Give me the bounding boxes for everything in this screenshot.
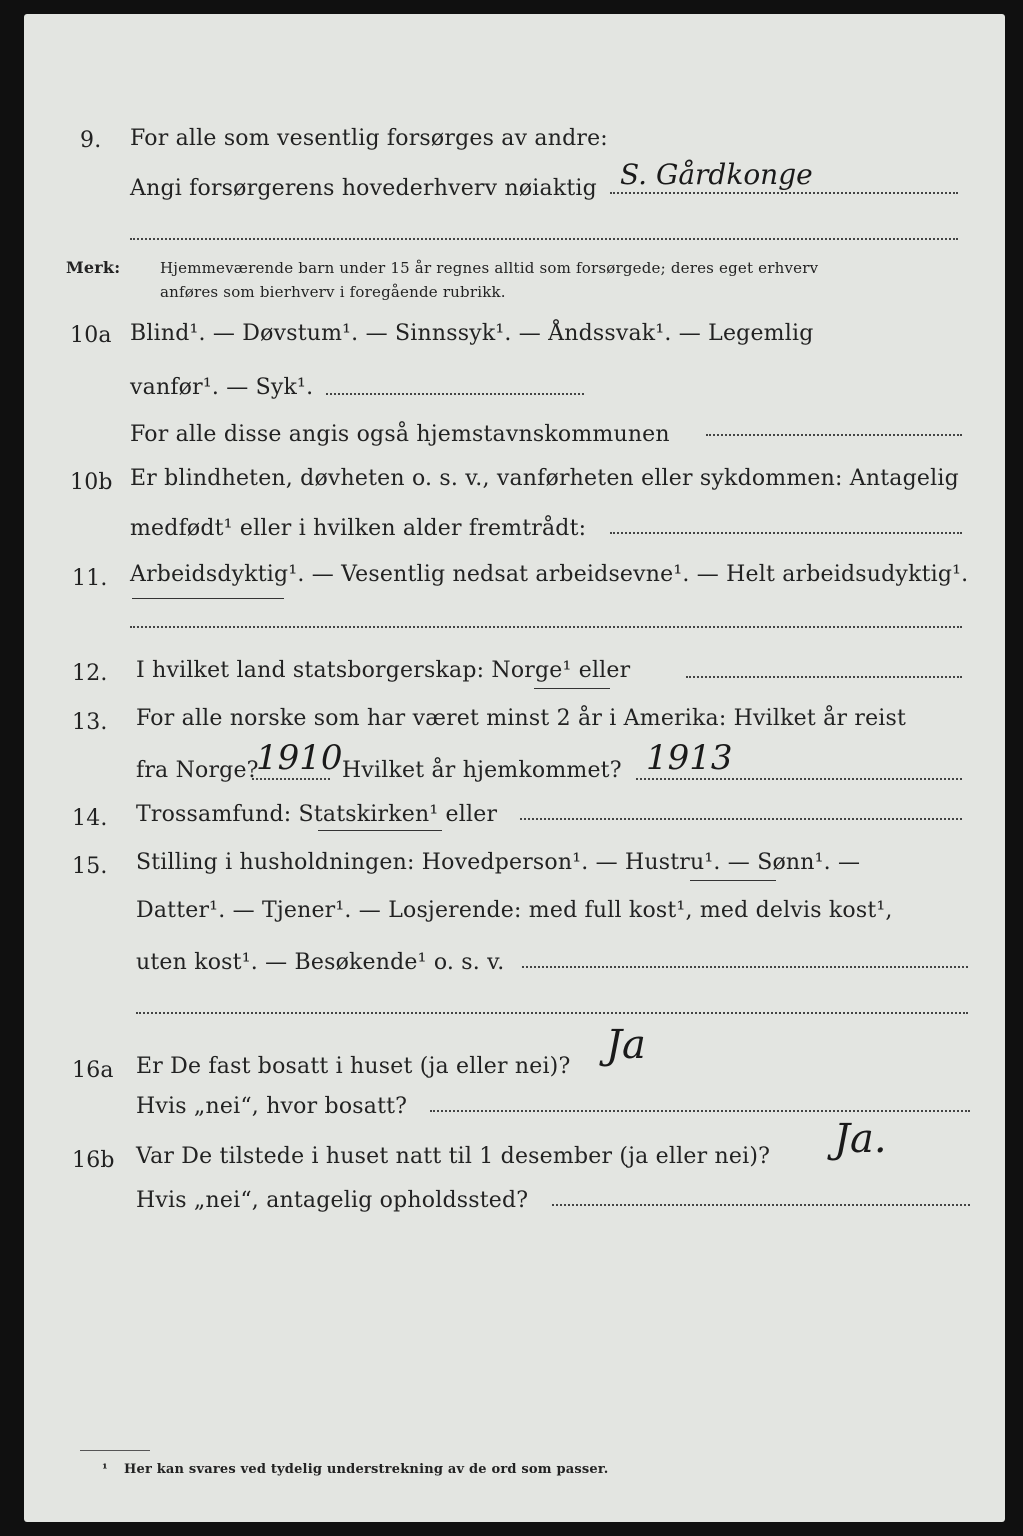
q9-extra-line — [130, 238, 958, 240]
q14-number: 14. — [72, 806, 108, 831]
q10a-kommune-line — [706, 434, 962, 436]
q15-line1: Stilling i husholdningen: Hovedperson¹. — Hustru¹. — Sønn¹. — — [136, 850, 861, 875]
q16a-line2: Hvis „nei“, hvor bosatt? — [136, 1094, 408, 1119]
q10b-line2: medfødt¹ eller i hvilken alder fremtrådt: — [130, 516, 587, 541]
q15-number: 15. — [72, 854, 108, 879]
q10a-line3: For alle disse angis også hjemstavnskommunen — [130, 422, 670, 447]
merk-line2: anføres som bierhverv i foregående rubrikk. — [160, 283, 506, 301]
q9-line2: Angi forsørgerens hovederhverv nøiaktig — [130, 176, 597, 201]
q16a-number: 16a — [72, 1058, 114, 1083]
q11-number: 11. — [72, 566, 108, 591]
q9-line1: For alle som vesentlig forsørges av andre: — [130, 126, 608, 151]
q16b-line2: Hvis „nei“, antagelig opholdssted? — [136, 1188, 529, 1213]
q12-underline-norge — [534, 688, 610, 689]
q13-answer-reist: 1910 — [256, 738, 343, 778]
q16a-answer: Ja — [606, 1022, 646, 1068]
q10a-line2: vanfør¹. — Syk¹. — [130, 375, 314, 400]
q9-answer: S. Gårdkonge — [620, 158, 813, 191]
footnote-rule — [80, 1450, 150, 1451]
q16a-bosatt-line — [430, 1110, 970, 1112]
q9-answer-line — [610, 192, 958, 194]
q13-line2a: fra Norge? — [136, 758, 259, 783]
q16b-opholdssted-line — [552, 1204, 970, 1206]
q14-underline-statskirken — [318, 830, 442, 831]
q15-line2: Datter¹. — Tjener¹. — Losjerende: med full kost¹, med delvis kost¹, — [136, 898, 893, 923]
q11-underline-arbeidsdyktig — [132, 598, 284, 599]
q10b-number: 10b — [70, 470, 113, 495]
footnote-text: Her kan svares ved tydelig understrekning av de ord som passer. — [124, 1462, 609, 1477]
q10a-number: 10a — [70, 323, 112, 348]
merk-line1: Hjemmeværende barn under 15 år regnes alltid som forsørgede; deres eget erhverv — [160, 259, 819, 277]
q16b-number: 16b — [72, 1148, 115, 1173]
q13-hjem-line — [636, 778, 962, 780]
q12-line1: I hvilket land statsborgerskap: Norge¹ eller — [136, 658, 631, 683]
merk-label: Merk: — [66, 258, 121, 277]
q13-line1: For alle norske som har været minst 2 år i Amerika: Hvilket år reist — [136, 706, 907, 731]
q11-line1: Arbeidsdyktig¹. — Vesentlig nedsat arbeidsevne¹. — Helt arbeidsudyktig¹. — [130, 562, 969, 587]
q10b-line1: Er blindheten, døvheten o. s. v., vanførheten eller sykdommen: Antagelig — [130, 466, 959, 491]
q9-number: 9. — [80, 128, 102, 153]
q15-answer-line — [522, 966, 968, 968]
q12-answer-line — [686, 676, 962, 678]
q10a-line1: Blind¹. — Døvstum¹. — Sinnssyk¹. — Åndssvak¹. — Legemlig — [130, 321, 814, 346]
q10b-answer-line — [610, 532, 962, 534]
q13-reist-line — [252, 778, 330, 780]
q16b-line1: Var De tilstede i huset natt til 1 desember (ja eller nei)? — [136, 1144, 771, 1169]
q16a-line1: Er De fast bosatt i huset (ja eller nei)? — [136, 1054, 571, 1079]
q13-number: 13. — [72, 710, 108, 735]
q10a-syk-line — [326, 393, 584, 395]
q14-answer-line — [520, 818, 962, 820]
q13-answer-hjem: 1913 — [646, 738, 733, 778]
q12-number: 12. — [72, 661, 108, 686]
q13-line2b: Hvilket år hjemkommet? — [342, 758, 622, 783]
footnote-mark: ¹ — [102, 1462, 108, 1477]
q15-underline-hustru — [690, 880, 776, 881]
q15-line3: uten kost¹. — Besøkende¹ o. s. v. — [136, 950, 505, 975]
q11-extra-line — [130, 626, 962, 628]
q16b-answer: Ja. — [834, 1116, 887, 1162]
q15-extra-line — [136, 1012, 968, 1014]
q14-line1: Trossamfund: Statskirken¹ eller — [136, 802, 498, 827]
